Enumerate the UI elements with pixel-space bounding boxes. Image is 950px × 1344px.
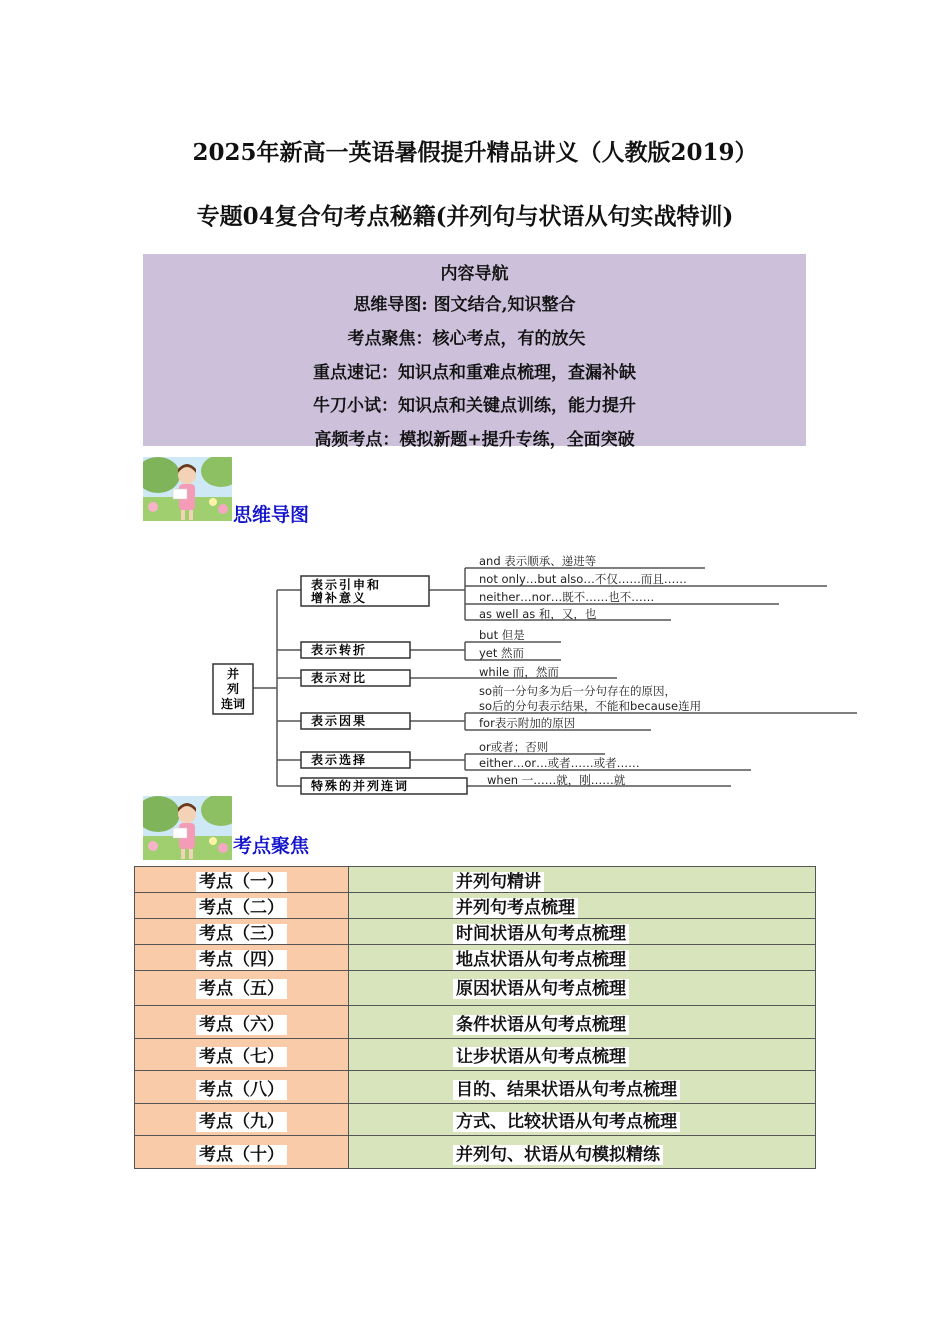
nav-item: 重点速记：知识点和重难点梳理，查漏补缺	[313, 363, 636, 383]
focus-points-table	[134, 866, 816, 1169]
focus-key-cell	[135, 919, 349, 945]
mindmap-leaf: for表示附加的原因	[479, 716, 576, 730]
table-row	[135, 971, 816, 1006]
coordinating-conjunctions-mindmap	[205, 548, 865, 798]
nav-item: 思维导图: 图文结合,知识整合	[353, 295, 576, 315]
mindmap-leaf: while 而，然而	[479, 665, 559, 679]
table-row	[135, 893, 816, 919]
table-row	[135, 945, 816, 971]
mindmap-branch-label: 增补意义	[311, 591, 368, 605]
mindmap-branch-label: 表示因果	[311, 714, 368, 728]
focus-value: 方式、比较状语从句考点梳理	[453, 1112, 680, 1132]
focus-value: 并列句、状语从句模拟精练	[453, 1145, 663, 1165]
mindmap-root-char-3: 连词	[220, 697, 246, 711]
table-row	[135, 1039, 816, 1071]
mindmap-leaf: as well as 和，又，也	[479, 607, 597, 621]
focus-value: 时间状语从句考点梳理	[453, 924, 629, 944]
table-row	[135, 1071, 816, 1104]
nav-item: 牛刀小试：知识点和关键点训练，能力提升	[313, 396, 636, 416]
mindmap-leaf: so后的分句表示结果，不能和because连用	[479, 699, 702, 713]
girl-reading-illustration	[143, 457, 232, 521]
focus-key: 考点（三）	[196, 924, 287, 944]
mindmap-leaf: either…or…或者……或者……	[479, 756, 640, 770]
focus-key-cell	[135, 1071, 349, 1104]
focus-value: 并列句精讲	[453, 872, 544, 892]
mindmap-leaf: yet 然而	[479, 646, 525, 660]
focus-key-cell	[135, 1039, 349, 1071]
mindmap-branch-label: 表示引申和	[311, 578, 382, 592]
focus-value-cell	[349, 945, 816, 971]
focus-value-cell	[349, 1104, 816, 1136]
focus-key-cell	[135, 1006, 349, 1039]
focus-key-cell	[135, 1136, 349, 1169]
focus-key-cell	[135, 1104, 349, 1136]
focus-value: 原因状语从句考点梳理	[453, 979, 629, 999]
mindmap-branch-label: 表示选择	[311, 753, 368, 767]
focus-value-cell	[349, 1006, 816, 1039]
mindmap-section-title: 思维导图	[233, 504, 310, 526]
mindmap-leaf: not only…but also…不仅……而且……	[479, 572, 687, 586]
mindmap-leaf: so前一分句多为后一分句存在的原因，	[479, 684, 677, 698]
focus-key-cell	[135, 893, 349, 919]
focus-value-cell	[349, 1039, 816, 1071]
mindmap-leaf: but 但是	[479, 628, 525, 642]
table-row	[135, 1104, 816, 1136]
focus-key: 考点（六）	[196, 1015, 287, 1035]
focus-value: 目的、结果状语从句考点梳理	[453, 1080, 680, 1100]
focus-key: 考点（五）	[196, 979, 287, 999]
table-row	[135, 1136, 816, 1169]
table-row	[135, 919, 816, 945]
focus-value-cell	[349, 971, 816, 1006]
focus-value: 地点状语从句考点梳理	[453, 950, 629, 970]
focus-key-cell	[135, 867, 349, 893]
focus-section-title: 考点聚焦	[233, 835, 310, 857]
mindmap-leaf: neither…nor…既不……也不……	[479, 590, 655, 604]
nav-heading: 内容导航	[440, 264, 509, 284]
nav-item: 考点聚焦：核心考点，有的放矢	[347, 329, 586, 349]
mindmap-leaf: when 一……就，刚……就	[487, 773, 626, 787]
focus-key-cell	[135, 945, 349, 971]
mindmap-leaf: or或者；否则	[479, 740, 549, 754]
mindmap-root-char-1: 并	[226, 667, 240, 681]
focus-value-cell	[349, 893, 816, 919]
focus-key: 考点（八）	[196, 1080, 287, 1100]
document-subtitle: 专题04复合句考点秘籍(并列句与状语从句实战特训)	[196, 203, 734, 230]
focus-value: 条件状语从句考点梳理	[453, 1015, 629, 1035]
focus-key: 考点（九）	[196, 1112, 287, 1132]
mindmap-root-char-2: 列	[226, 682, 240, 696]
focus-value-cell	[349, 1136, 816, 1169]
mindmap-leaf: and 表示顺承、递进等	[479, 554, 597, 568]
focus-key: 考点（一）	[196, 872, 287, 892]
focus-key-cell	[135, 971, 349, 1006]
nav-item: 高频考点：模拟新题+提升专练，全面突破	[314, 430, 635, 450]
focus-key: 考点（二）	[196, 898, 287, 918]
table-row	[135, 1006, 816, 1039]
focus-value: 并列句考点梳理	[453, 898, 578, 918]
table-row	[135, 867, 816, 893]
document-title: 2025年新高一英语暑假提升精品讲义（人教版2019）	[192, 139, 758, 166]
content-navigation-box	[143, 254, 806, 450]
focus-value-cell	[349, 867, 816, 893]
focus-value: 让步状语从句考点梳理	[453, 1047, 629, 1067]
girl-reading-illustration	[143, 796, 232, 860]
focus-key: 考点（四）	[196, 950, 287, 970]
focus-value-cell	[349, 919, 816, 945]
mindmap-branch-label: 表示转折	[311, 643, 368, 657]
mindmap-branch-label: 特殊的并列连词	[311, 779, 410, 793]
focus-key: 考点（十）	[196, 1145, 287, 1165]
focus-key: 考点（七）	[196, 1047, 287, 1067]
mindmap-branch-label: 表示对比	[311, 671, 368, 685]
focus-value-cell	[349, 1071, 816, 1104]
